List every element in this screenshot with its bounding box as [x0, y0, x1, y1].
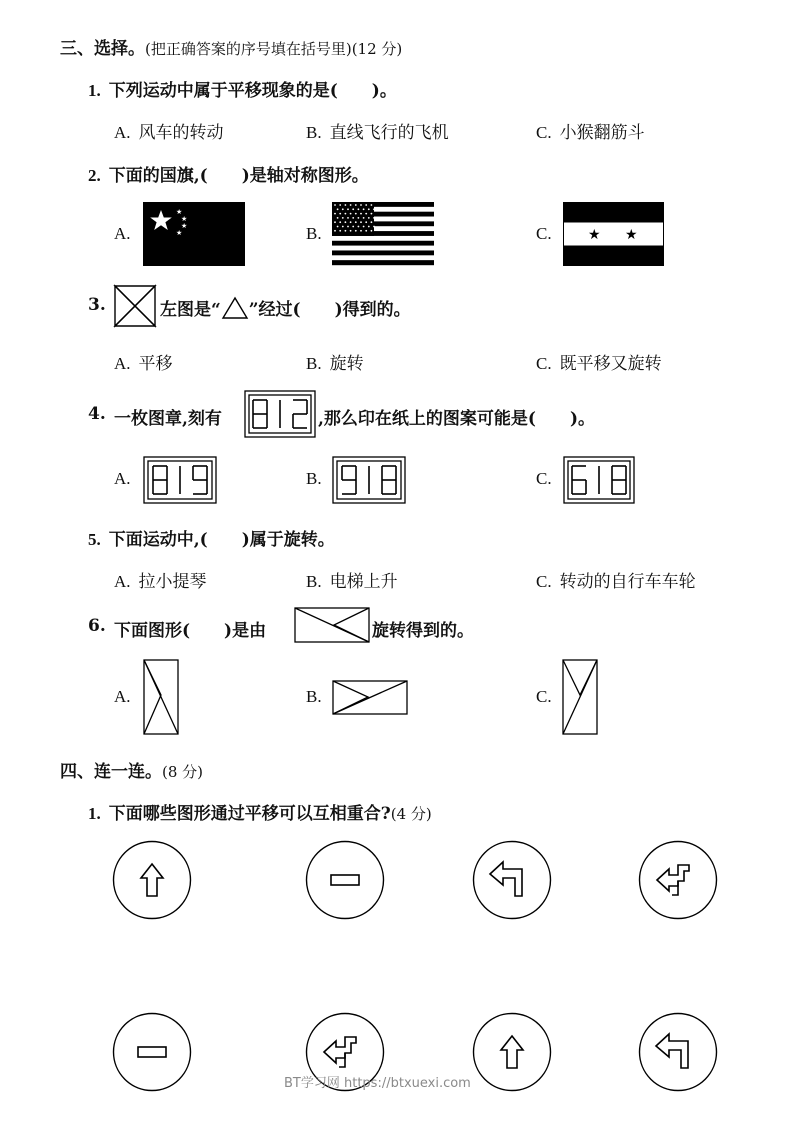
question-6-text-after: 旋转得到的。	[372, 621, 474, 641]
svg-text:★: ★	[176, 208, 183, 216]
option-text: 旋转	[329, 354, 364, 374]
up-arrow-icon[interactable]	[112, 840, 192, 920]
option-text: 转动的自行车车轮	[559, 572, 696, 592]
question-text: 下面运动中,( )属于旋转。	[108, 530, 335, 550]
question-1	[88, 76, 397, 101]
question-2	[88, 161, 369, 186]
up-arrow-icon[interactable]	[472, 1012, 552, 1092]
rect-triangles-icon	[294, 607, 370, 643]
section3-heading	[60, 34, 402, 59]
option-text: 平移	[138, 354, 173, 374]
option-text: 电梯上升	[329, 572, 398, 592]
turn-left-arrow-icon[interactable]	[472, 840, 552, 920]
section4-note: (8 分)	[162, 763, 204, 781]
q6-option-b[interactable]: B.	[306, 687, 322, 706]
minus-bar-icon[interactable]	[305, 840, 385, 920]
minus-bar-icon[interactable]	[112, 1012, 192, 1092]
q3-option-c[interactable]	[536, 349, 662, 374]
q4-option-c[interactable]: C.	[536, 469, 552, 488]
striped-star-flag-icon	[563, 202, 664, 266]
stamp-819-icon	[143, 456, 217, 504]
option-letter: C.	[536, 572, 552, 591]
option-letter: A.	[114, 572, 131, 591]
option-text: 直线飞行的飞机	[329, 123, 449, 143]
option-letter: C.	[536, 123, 552, 142]
question-number: 1.	[88, 804, 101, 823]
triangle-icon	[221, 296, 249, 320]
q4-option-a[interactable]: A.	[114, 469, 131, 488]
usa-flag-icon	[332, 202, 434, 265]
q2-option-c[interactable]: C.	[536, 224, 552, 243]
option-letter: B.	[306, 572, 322, 591]
double-turn-arrow-icon[interactable]	[638, 840, 718, 920]
option-letter: A.	[114, 354, 131, 373]
question-note: (4 分)	[390, 805, 432, 823]
bowtie-triangles-icon	[113, 284, 157, 328]
question-text: 下面的国旗,( )是轴对称图形。	[108, 166, 369, 186]
q1-option-c[interactable]	[536, 118, 645, 143]
svg-text:★: ★	[588, 227, 601, 243]
svg-text:★: ★	[625, 227, 638, 243]
question-4-text-after: ,那么印在纸上的图案可能是( )。	[318, 409, 596, 429]
question-3-number: 3.	[88, 295, 106, 315]
q3-option-a[interactable]	[114, 349, 173, 374]
horizontal-rect-triangles-b-icon	[332, 680, 408, 715]
question-6-text-before: 下面图形( )是由	[114, 621, 267, 641]
q5-option-a[interactable]	[114, 567, 207, 592]
q4-option-b[interactable]: B.	[306, 469, 322, 488]
option-text: 既平移又旋转	[559, 354, 662, 374]
section3-note: (把正确答案的序号填在括号里)(12 分)	[145, 40, 403, 58]
option-letter: B.	[306, 123, 322, 142]
q6-option-c[interactable]: C.	[536, 687, 552, 706]
question-text: 下列运动中属于平移现象的是( )。	[108, 81, 397, 101]
china-flag-icon	[143, 202, 245, 266]
stamp-918-icon	[332, 456, 406, 504]
question-3	[160, 295, 411, 320]
stamp-812-icon	[244, 390, 316, 438]
question-4-text-before: 一枚图章,刻有	[114, 409, 222, 429]
option-text: 拉小提琴	[138, 572, 207, 592]
question-text-after: ”经过( )得到的。	[248, 300, 411, 320]
question-number: 5.	[88, 530, 101, 549]
section4-question-1	[88, 799, 432, 824]
section3-title: 三、选择。	[60, 39, 145, 59]
option-letter: C.	[536, 354, 552, 373]
question-6-number: 6.	[88, 616, 106, 636]
q1-option-a[interactable]	[114, 118, 224, 143]
q2-option-b[interactable]: B.	[306, 224, 322, 243]
section4-heading	[60, 757, 203, 782]
svg-text:★: ★	[181, 222, 188, 230]
question-number: 1.	[88, 81, 101, 100]
question-5	[88, 525, 335, 550]
option-letter: A.	[114, 123, 131, 142]
question-text-before: 左图是“	[160, 300, 221, 320]
q6-option-a[interactable]: A.	[114, 687, 131, 706]
q5-option-c[interactable]	[536, 567, 696, 592]
turn-left-arrow-icon[interactable]	[638, 1012, 718, 1092]
svg-text:★: ★	[176, 229, 183, 237]
vertical-rect-triangles-c-icon	[562, 659, 598, 735]
q3-option-b[interactable]	[306, 349, 364, 374]
q1-option-b[interactable]	[306, 118, 449, 143]
q2-option-a[interactable]: A.	[114, 224, 131, 243]
option-text: 小猴翻筋斗	[559, 123, 645, 143]
vertical-rect-triangles-a-icon	[143, 659, 179, 735]
watermark: BT学习网 https://btxuexi.com	[284, 1076, 471, 1091]
section4-title: 四、连一连。	[60, 762, 162, 782]
option-text: 风车的转动	[138, 123, 224, 143]
question-text: 下面哪些图形通过平移可以互相重合?	[108, 804, 391, 824]
q5-option-b[interactable]	[306, 567, 398, 592]
stamp-618-icon	[563, 456, 635, 504]
question-4-number: 4.	[88, 404, 106, 424]
option-letter: B.	[306, 354, 322, 373]
svg-text:★: ★	[181, 215, 188, 223]
question-number: 2.	[88, 166, 101, 185]
